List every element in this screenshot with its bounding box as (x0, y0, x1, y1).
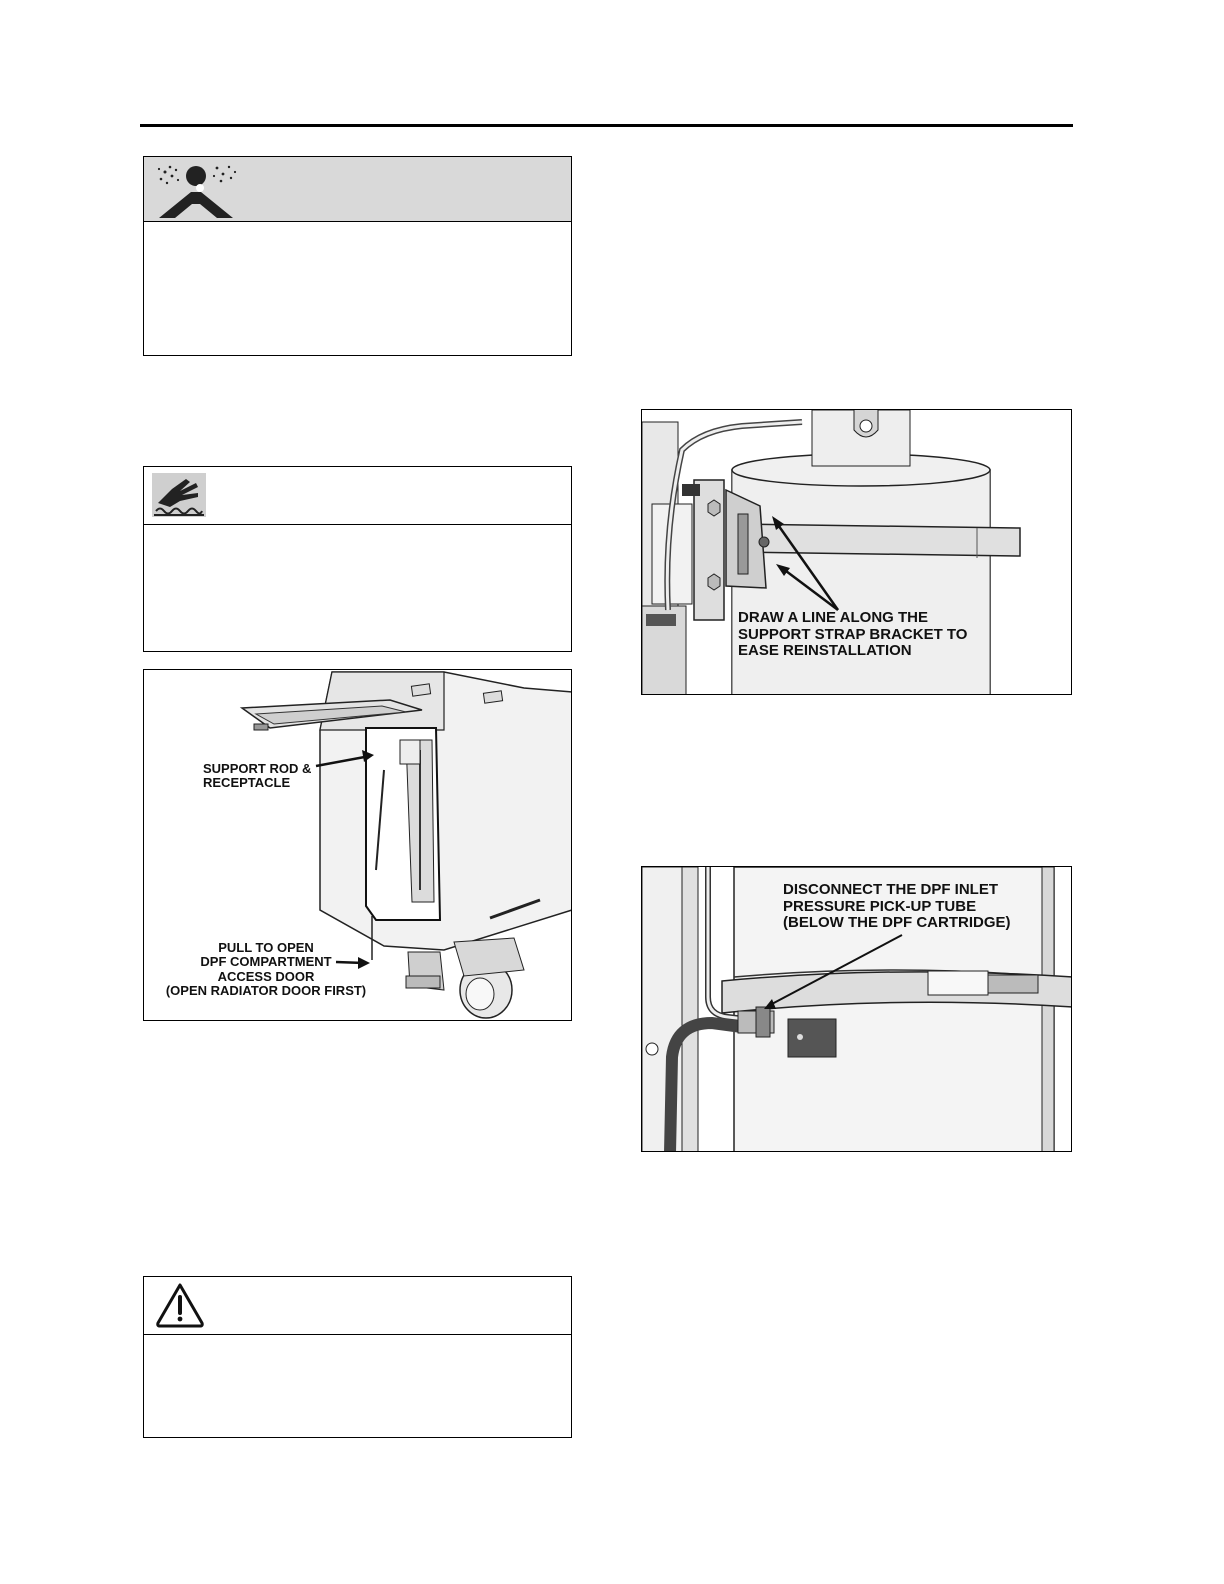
hot-surface-header (144, 467, 571, 525)
pull-to-open-label: PULL TO OPEN DPF COMPARTMENT ACCESS DOOR (OPEN RADIATOR DOOR FIRST) (165, 940, 367, 998)
inhalation-hazard-icon (151, 158, 241, 220)
support-strap-figure (641, 409, 1072, 695)
strap-label: DRAW A LINE ALONG THE SUPPORT STRAP BRACKET TO EASE REINSTALLATION (738, 609, 968, 659)
dpf-access-door-figure (143, 669, 572, 1021)
header-rule (140, 124, 1073, 127)
caution-box (143, 1276, 572, 1438)
dpf-inlet-tube-figure (641, 866, 1072, 1152)
hot-surface-warning-box (143, 466, 572, 652)
caution-header (144, 1277, 571, 1335)
support-rod-label: SUPPORT ROD & RECEPTACLE (203, 761, 312, 791)
hot-surface-icon (152, 473, 206, 517)
caution-triangle-icon (154, 1281, 206, 1329)
inlet-label: DISCONNECT THE DPF INLET PRESSURE PICK-UP TUBE (BELOW THE DPF CARTRIDGE) (783, 881, 1011, 931)
warning-header (144, 157, 571, 222)
inhalation-warning-box (143, 156, 572, 356)
